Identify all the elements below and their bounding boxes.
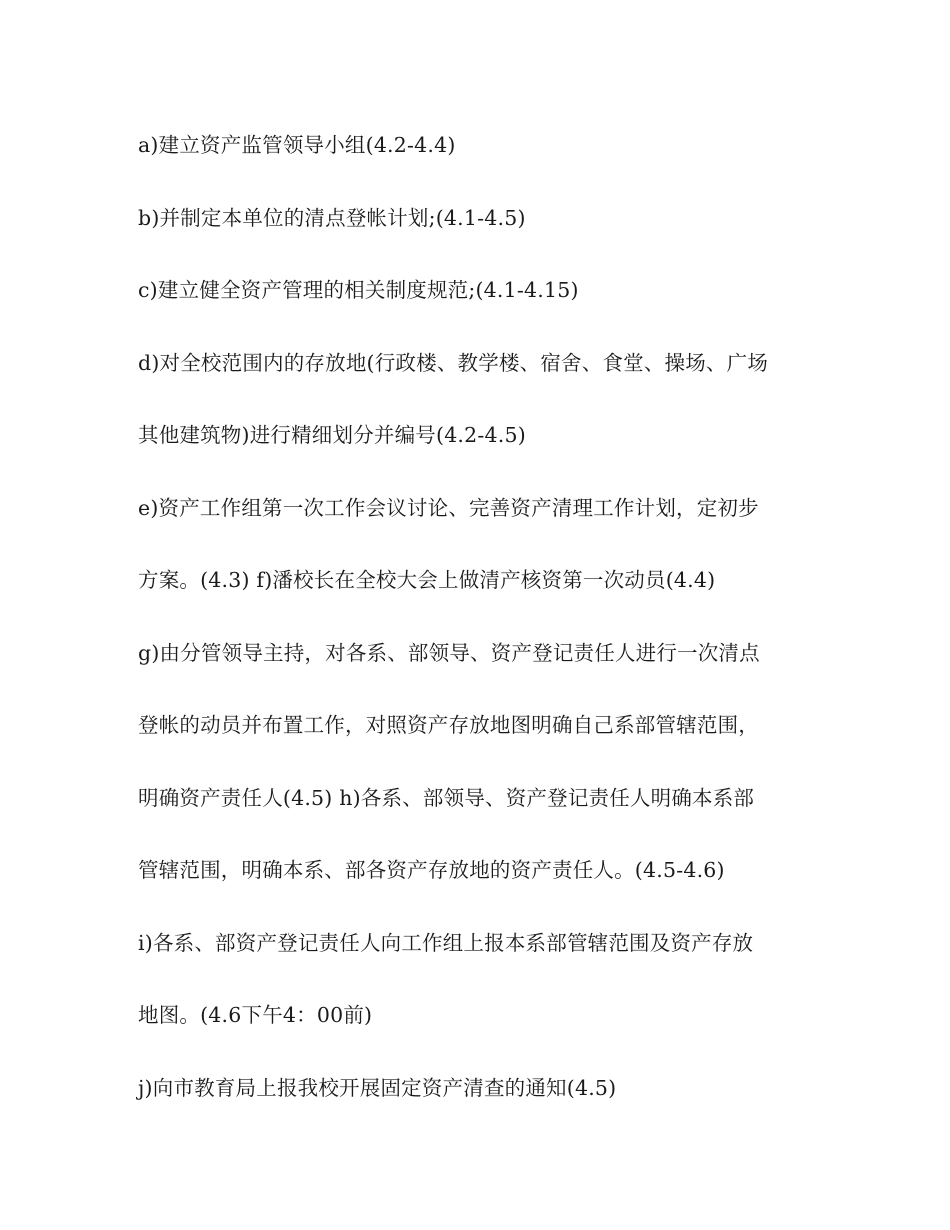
document-body: [138, 127, 818, 1142]
text-line: 登帐的动员并布置工作，对照资产存放地图明确自己系部管辖范围，: [138, 713, 759, 737]
text-line: a)建立资产监管领导小组(4.2-4.4): [138, 133, 456, 157]
text-line: g)由分管领导主持，对各系、部领导、资产登记责任人进行一次清点: [138, 640, 760, 665]
text-line: 明确资产责任人(4.5) h)各系、部领导、资产登记责任人明确本系部: [138, 785, 755, 810]
text-line: 方案。(4.3) f)潘校长在全校大会上做清产核资第一次动员(4.4): [138, 568, 716, 592]
text-line: b)并制定本单位的清点登帐计划;(4.1-4.5): [138, 205, 526, 230]
text-line: 其他建筑物)进行精细划分并编号(4.2-4.5): [138, 423, 526, 447]
text-line: j)向市教育局上报我校开展固定资产清查的通知(4.5): [138, 1075, 617, 1100]
text-line: i)各系、部资产登记责任人向工作组上报本系部管辖范围及资产存放: [138, 930, 754, 955]
text-line: 地图。(4.6下午4：00前): [138, 1003, 373, 1027]
text-line: c)建立健全资产管理的相关制度规范;(4.1-4.15): [138, 278, 579, 302]
text-line: 管辖范围，明确本系、部各资产存放地的资产责任人。(4.5-4.6): [138, 858, 725, 882]
text-line: e)资产工作组第一次工作会议讨论、完善资产清理工作计划，定初步: [138, 495, 759, 520]
text-line: d)对全校范围内的存放地(行政楼、教学楼、宿舍、食堂、操场、广场: [138, 350, 769, 375]
